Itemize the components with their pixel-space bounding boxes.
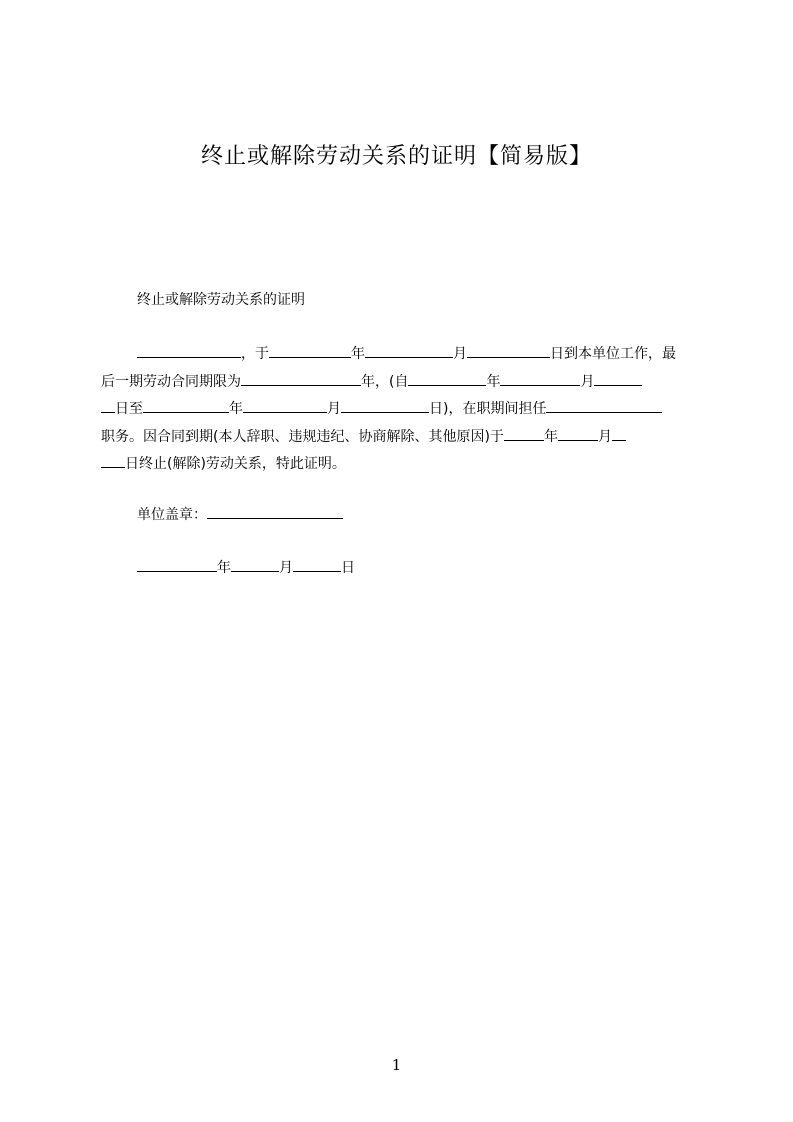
contract-from-month-blank[interactable] xyxy=(500,371,580,386)
page-number: 1 xyxy=(391,1056,402,1074)
employee-name-blank[interactable] xyxy=(137,343,241,358)
end-year-blank[interactable] xyxy=(504,426,544,441)
body-text: 日)，在职期间担任 xyxy=(429,401,547,417)
body-line-2 xyxy=(101,369,701,397)
body-text: 月 xyxy=(453,346,467,362)
end-month-blank[interactable] xyxy=(558,426,598,441)
body-text: 年，(自 xyxy=(361,373,409,390)
start-year-blank[interactable] xyxy=(269,343,351,358)
contract-from-day-blank-end[interactable] xyxy=(101,398,115,413)
position-blank[interactable] xyxy=(546,398,662,413)
end-day-blank-end[interactable] xyxy=(101,453,125,468)
contract-term-blank[interactable] xyxy=(241,371,361,386)
seal-label: 单位盖章： xyxy=(137,507,207,523)
body-line-5 xyxy=(101,451,701,479)
body-line-1 xyxy=(101,341,701,369)
body-line-3 xyxy=(101,396,701,424)
body-text: 月 xyxy=(597,428,612,445)
date-day-label: 日 xyxy=(341,560,355,576)
date-year-blank[interactable] xyxy=(137,557,217,572)
body-text: 年 xyxy=(229,401,243,417)
start-month-blank[interactable] xyxy=(365,343,453,358)
body-text: 日终止(解除)劳动关系，特此证明。 xyxy=(125,456,346,472)
body-text: 后一期劳动合同期限为 xyxy=(101,373,241,390)
body-text: 年 xyxy=(351,346,365,362)
contract-from-year-blank[interactable] xyxy=(408,371,486,386)
date-year-label: 年 xyxy=(217,560,231,576)
document-title: 终止或解除劳动关系的证明【简易版】 xyxy=(200,144,592,169)
body-text: 年 xyxy=(486,373,501,390)
body-text: 日到本单位工作，最 xyxy=(550,346,676,362)
date-day-blank[interactable] xyxy=(293,557,341,572)
end-day-blank-start[interactable] xyxy=(612,426,626,441)
unit-seal-line xyxy=(137,503,343,527)
date-month-label: 月 xyxy=(279,560,293,576)
contract-to-year-blank[interactable] xyxy=(143,398,229,413)
certificate-body xyxy=(101,341,701,479)
start-day-blank[interactable] xyxy=(467,343,550,358)
contract-to-day-blank[interactable] xyxy=(341,398,429,413)
contract-to-month-blank[interactable] xyxy=(243,398,327,413)
body-text: 职务。因合同到期(本人辞职、违规违纪、协商解除、其他原因)于 xyxy=(101,428,504,445)
signature-date-line xyxy=(137,556,355,580)
body-text: ，于 xyxy=(241,346,269,362)
body-text: 日至 xyxy=(115,401,143,417)
body-text: 月 xyxy=(580,373,595,390)
date-month-blank[interactable] xyxy=(231,557,279,572)
contract-from-day-blank-start[interactable] xyxy=(594,371,642,386)
body-text: 月 xyxy=(327,401,341,417)
body-text: 年 xyxy=(543,428,558,445)
body-line-4 xyxy=(101,424,701,452)
document-subtitle: 终止或解除劳动关系的证明 xyxy=(137,292,305,308)
seal-blank[interactable] xyxy=(207,504,343,519)
